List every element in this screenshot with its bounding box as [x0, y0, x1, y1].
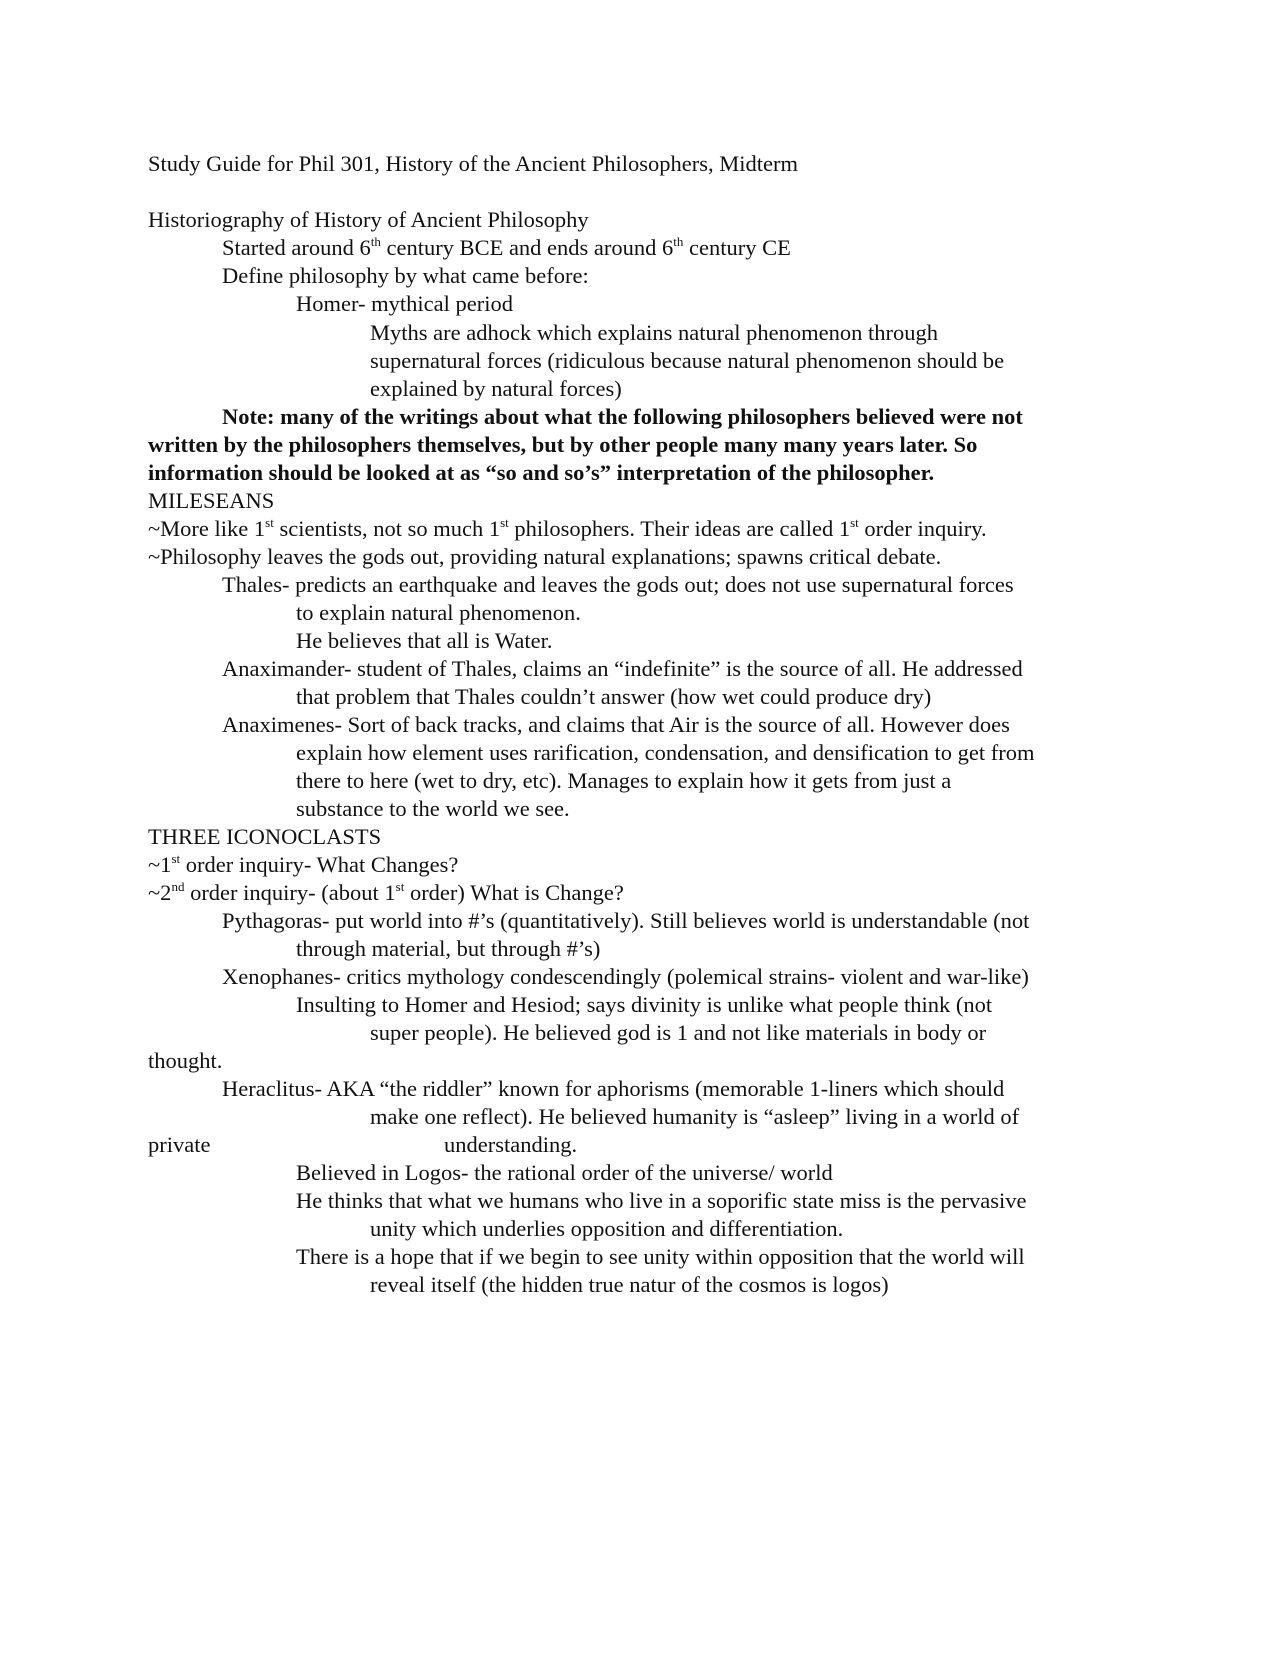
anaximenes-line: there to here (wet to dry, etc). Manages to explain how it gets from just a — [296, 768, 952, 793]
note-line: written by the philosophers themselves, but by other people many many years later. So — [148, 432, 978, 457]
myths-line: explained by natural forces) — [370, 376, 622, 401]
define-line: Define philosophy by what came before: — [222, 263, 589, 288]
dates-line: Started around 6th century BCE and ends around 6th century CE — [222, 233, 791, 260]
myths-line: Myths are adhock which explains natural phenomenon through — [370, 320, 938, 345]
xenophanes-line: super people). He believed god is 1 and not like materials in body or — [370, 1020, 987, 1045]
mileseans-point-2: ~Philosophy leaves the gods out, providing natural explanations; spawns critical debate. — [148, 544, 942, 569]
heraclitus-line: reveal itself (the hidden true natur of the cosmos is logos) — [370, 1272, 889, 1297]
section-heading-mileseans: MILESEANS — [148, 488, 275, 513]
thales-line: to explain natural phenomenon. — [296, 600, 581, 625]
homer-line: Homer- mythical period — [296, 291, 513, 316]
xenophanes-line: thought. — [148, 1048, 223, 1073]
xenophanes-line: Xenophanes- critics mythology condescendingly (polemical strains- violent and war-like) — [222, 964, 1029, 989]
inquiry-line-2: ~2nd order inquiry- (about 1st order) What is Change? — [148, 878, 624, 905]
anaximenes-line: explain how element uses rarification, condensation, and densification to get from — [296, 740, 1035, 765]
note-line: information should be looked at as “so and so’s” interpretation of the philosopher. — [148, 460, 935, 485]
heraclitus-line: He thinks that what we humans who live in a soporific state miss is the pervasive — [296, 1188, 1027, 1213]
anaximenes-line: substance to the world we see. — [296, 796, 570, 821]
anaximander-line: Anaximander- student of Thales, claims an “indefinite” is the source of all. He addressed — [222, 656, 1023, 681]
heraclitus-line: make one reflect). He believed humanity is “asleep” living in a world of — [370, 1104, 1020, 1129]
anaximander-line: that problem that Thales couldn’t answer (how wet could produce dry) — [296, 684, 932, 709]
inquiry-line-1: ~1st order inquiry- What Changes? — [148, 850, 459, 877]
xenophanes-line: Insulting to Homer and Hesiod; says divinity is unlike what people think (not — [296, 992, 993, 1017]
note-line: Note: many of the writings about what the following philosophers believed were not — [222, 404, 1023, 429]
section-heading-iconoclasts: THREE ICONOCLASTS — [148, 824, 382, 849]
heraclitus-line: understanding. — [444, 1132, 578, 1157]
heraclitus-line: private — [148, 1132, 211, 1157]
pythagoras-line: through material, but through #’s) — [296, 936, 601, 961]
document-title: Study Guide for Phil 301, History of the Ancient Philosophers, Midterm — [148, 151, 798, 176]
section-heading-historiography: Historiography of History of Ancient Philosophy — [148, 207, 589, 232]
myths-line: supernatural forces (ridiculous because natural phenomenon should be — [370, 348, 1005, 373]
heraclitus-line: Believed in Logos- the rational order of the universe/ world — [296, 1160, 833, 1185]
heraclitus-line: Heraclitus- AKA “the riddler” known for aphorisms (memorable 1-liners which should — [222, 1076, 1005, 1101]
thales-line: He believes that all is Water. — [296, 628, 553, 653]
heraclitus-line: unity which underlies opposition and differentiation. — [370, 1216, 844, 1241]
thales-line: Thales- predicts an earthquake and leaves the gods out; does not use supernatural forces — [222, 572, 1014, 597]
heraclitus-line: There is a hope that if we begin to see unity within opposition that the world will — [296, 1244, 1025, 1269]
anaximenes-line: Anaximenes- Sort of back tracks, and claims that Air is the source of all. However does — [222, 712, 1010, 737]
mileseans-point-1: ~More like 1st scientists, not so much 1st philosophers. Their ideas are called 1st order inquiry. — [148, 514, 987, 541]
pythagoras-line: Pythagoras- put world into #’s (quantitatively). Still believes world is understandable (not — [222, 908, 1030, 933]
